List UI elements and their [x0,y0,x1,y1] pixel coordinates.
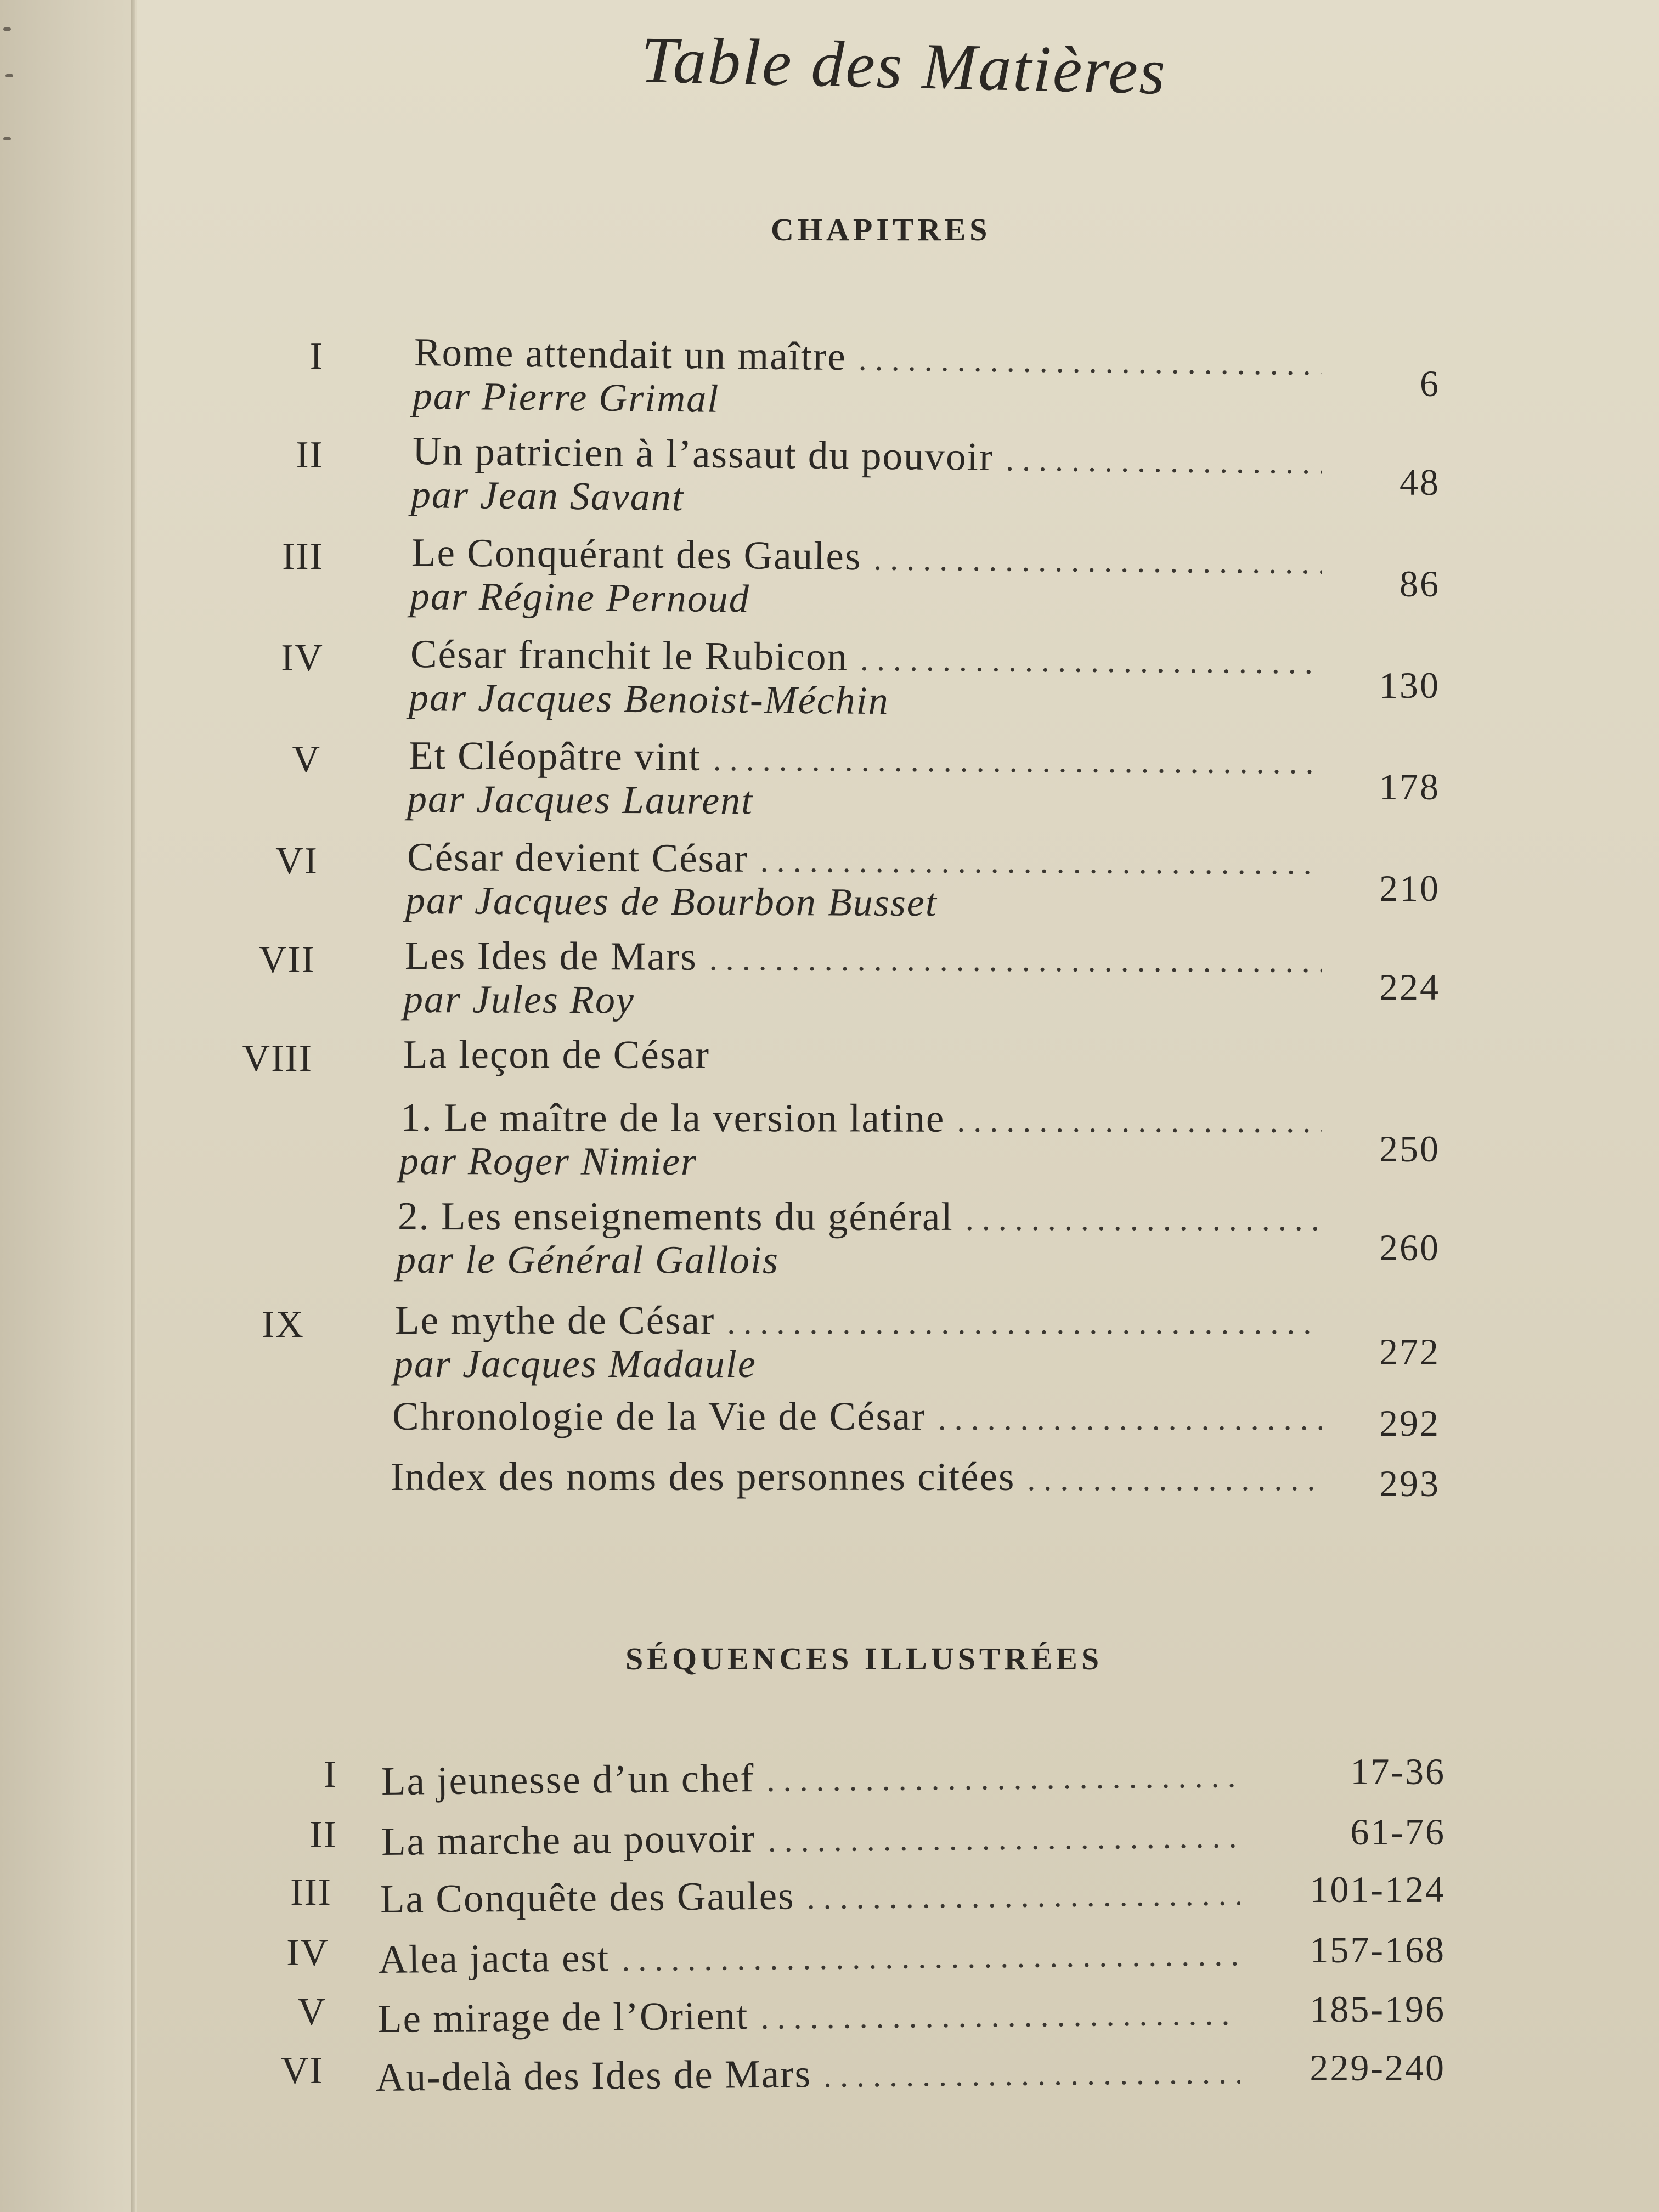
sequence-title-line [381,1751,1251,1804]
sequence-number: VI [281,2050,324,2092]
chapter-author: par Pierre Grimal [412,374,720,421]
sequence-number: V [297,1991,326,2033]
chapter-page-number: 224 [1379,966,1440,1008]
sequence-title: Alea jacta est [378,1935,610,1982]
chapter-title: César franchit le Rubicon [410,631,849,679]
sequence-title-line [380,1869,1251,1922]
sequence-title: La jeunesse d’un chef [381,1756,755,1803]
sequence-pages: 17-36 [1350,1751,1446,1792]
sequence-title-line [381,1811,1251,1865]
chapter-title: Un patricien à l’assaut du pouvoir [412,428,994,479]
sequence-number: IV [286,1932,329,1974]
chapter-number: III [282,535,324,578]
chapter-author: par Jean Savant [410,472,685,520]
chapter-author: par Jules Roy [403,977,635,1022]
chapter-author: par Jacques de Bourbon Busset [405,878,938,925]
chapter-page-number: 48 [1400,461,1440,503]
sequence-pages: 229-240 [1310,2047,1446,2089]
dot-leader [766,1757,1240,1799]
sequence-title: La marche au pouvoir [381,1816,756,1864]
chapter-page-number: 260 [1379,1227,1440,1268]
sequence-title: Au-delà des Ides de Mars [375,2051,812,2100]
chapter-title: 1. Le maître de la version latine [400,1095,945,1141]
sequence-pages: 157-168 [1310,1929,1446,1971]
sequence-title-line [379,1929,1251,1983]
chapter-number: I [309,335,324,377]
chapter-author: par Jacques Madaule [393,1342,757,1386]
dot-leader [760,1995,1240,2037]
chapter-number: IX [262,1304,304,1346]
chapter-page-number: 292 [1379,1402,1440,1444]
sequence-title-line [376,2047,1251,2101]
chapter-page-number: 130 [1379,664,1440,706]
chapter-number: IV [281,637,324,679]
chapter-page-number: 272 [1379,1331,1440,1373]
dot-leader [806,1875,1240,1917]
chapter-number: II [296,434,324,476]
sequence-number: II [309,1814,337,1856]
chapter-title: Les Ides de Mars [404,933,697,979]
sequence-pages: 185-196 [1310,1988,1446,2030]
sequence-number: I [323,1753,337,1796]
chapter-author: par Roger Nimier [398,1139,698,1183]
chapter-title: Rome attendait un maître [414,330,847,379]
sequence-title: Le mirage de l’Orient [377,1993,749,2041]
sequence-title: La Conquête des Gaules [380,1873,795,1921]
page-title: Table des Matières [640,22,1168,108]
chapter-number: V [292,738,321,781]
chapter-page-number: 250 [1379,1128,1440,1170]
chapter-author: par Jacques Benoist-Méchin [408,675,890,723]
chapter-number: VIII [242,1037,313,1080]
chapter-page-number: 293 [1379,1463,1440,1504]
chapter-page-number: 210 [1379,867,1440,909]
sequence-number: III [290,1871,332,1914]
dot-leader [823,2053,1240,2095]
chapter-page-number: 178 [1379,766,1440,808]
chapter-number: VI [275,840,318,882]
sequence-title-line [377,1988,1251,2042]
sequence-pages: 61-76 [1350,1811,1446,1853]
chapter-author: par Régine Pernoud [409,574,751,621]
chapter-page-number: 86 [1400,563,1440,605]
chapitres-heading: CHAPITRES [771,212,991,247]
chapter-author: par le Général Gallois [396,1238,779,1282]
chapter-title: Index des noms des personnes citées [391,1454,1015,1499]
dot-leader [768,1818,1240,1860]
sequence-pages: 101-124 [1310,1869,1446,1910]
chapter-title: César devient César [407,834,748,881]
chapter-title: Le mythe de César [395,1298,715,1342]
chapter-title: La leçon de César [403,1032,710,1077]
chapter-author: par Jacques Laurent [407,777,754,823]
chapter-title: 2. Les enseignements du général [397,1194,953,1239]
dot-leader [622,1936,1240,1979]
chapter-title: Et Cléopâtre vint [408,733,701,779]
chapter-title: Chronologie de la Vie de César [392,1394,926,1438]
sequences-heading: SÉQUENCES ILLUSTRÉES [625,1641,1103,1677]
chapter-number: VII [258,939,315,981]
chapter-title: Le Conquérant des Gaules [411,530,862,579]
chapter-page-number: 6 [1420,363,1440,404]
